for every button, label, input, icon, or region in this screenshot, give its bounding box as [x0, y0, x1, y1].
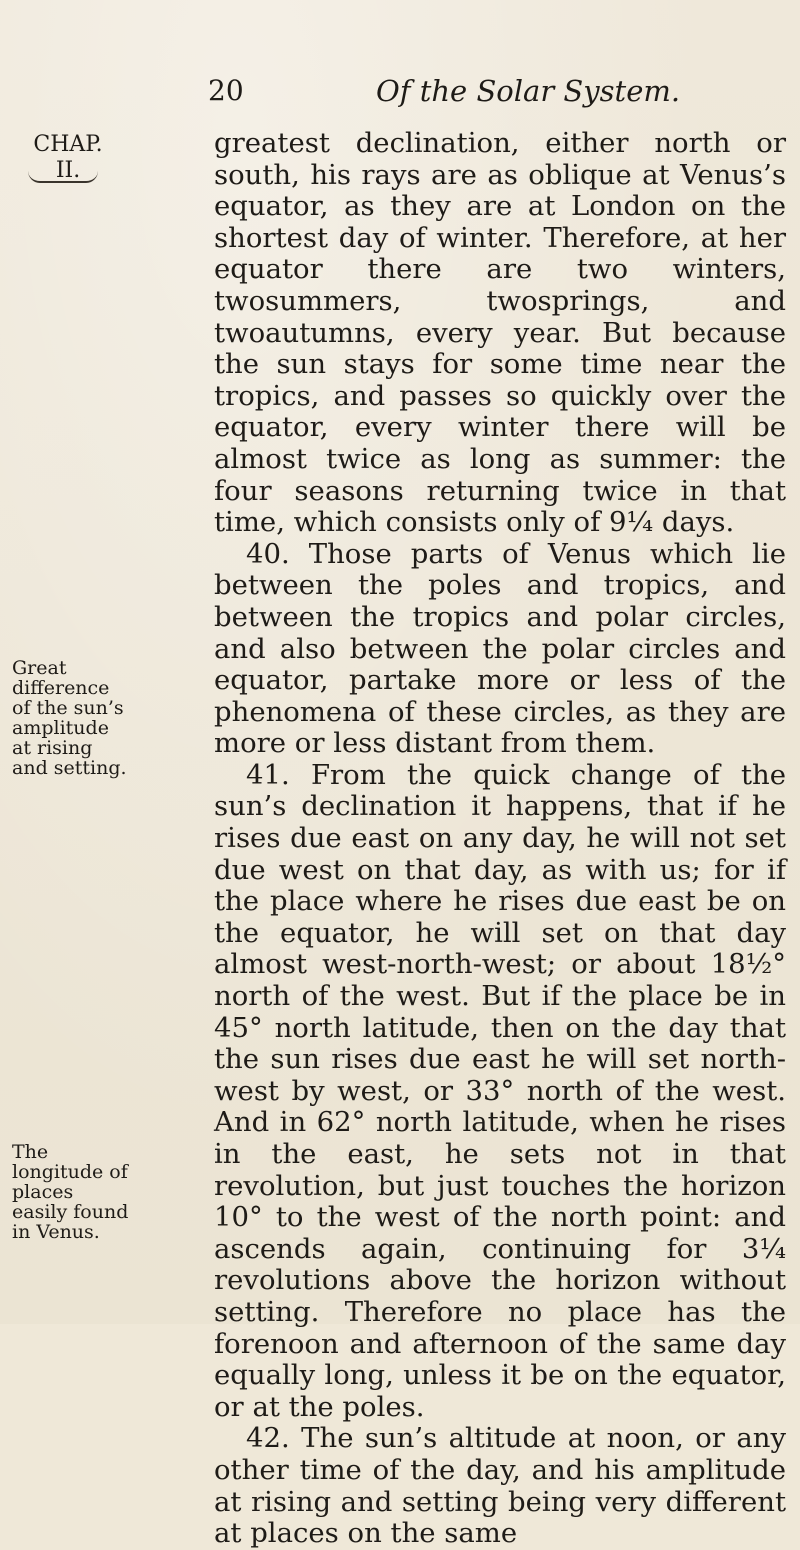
- paragraph-continued: greatest declination, either north or south, his rays are as oblique at Venus’s equator, as they are at London on the shortest day of winter. Therefore, at her equator there are two winters, twosummers, twosprings, and twoautumns, every year. But because the sun stays for some time near the tropics, and passes so quickly over the equator, every winter there will be almost twice as long as summer: the four seasons returning twice in that time, which consists only of 9¼ days.: [214, 127, 786, 539]
- page-header: [0, 74, 800, 114]
- chapter-label: CHAP.: [33, 132, 103, 157]
- margin-note-longitude: The longitude of places easily found in Venus.: [12, 1141, 129, 1243]
- paragraph-41: 41. From the quick change of the sun’s declination it happens, that if he rises due east on any day, he will not set due west on that day, as with us; for if the place where he rises due east be on the equator, he will set on that day almost west-north-west; or about 18½° north of the west. But if the place be in 45° north latitude, then on the day that the sun rises due east he will set north-west by west, or 33° north of the west. And in 62° north latitude, when he rises in the east, he sets not in that revolution, but just touches the horizon 10° to the west of the north point: and ascends again, continuing for 3¼ revolutions above the horizon without setting. Therefore no place has the forenoon and afternoon of the same day equally long, unless it be on the equator, or at the poles.: [214, 758, 786, 1423]
- body-text: [214, 128, 786, 1550]
- margin-note-amplitude: Great difference of the sun’s amplitude at rising and setting.: [12, 657, 127, 779]
- chapter-number: II.: [55, 158, 81, 183]
- chapter-brace: [28, 171, 98, 183]
- paragraph-40: 40. Those parts of Venus which lie between the poles and tropics, and between the tropics and polar circles, and also between the polar circles and equator, partake more or less of the phenomena of these circles, as they are more or less distant from them.: [214, 537, 786, 760]
- page-number: 20: [208, 74, 244, 107]
- running-title: Of the Solar System.: [376, 74, 681, 108]
- paragraph-42: 42. The sun’s altitude at noon, or any other time of the day, and his amplitude at rising and setting being very different at places on the same: [214, 1422, 786, 1550]
